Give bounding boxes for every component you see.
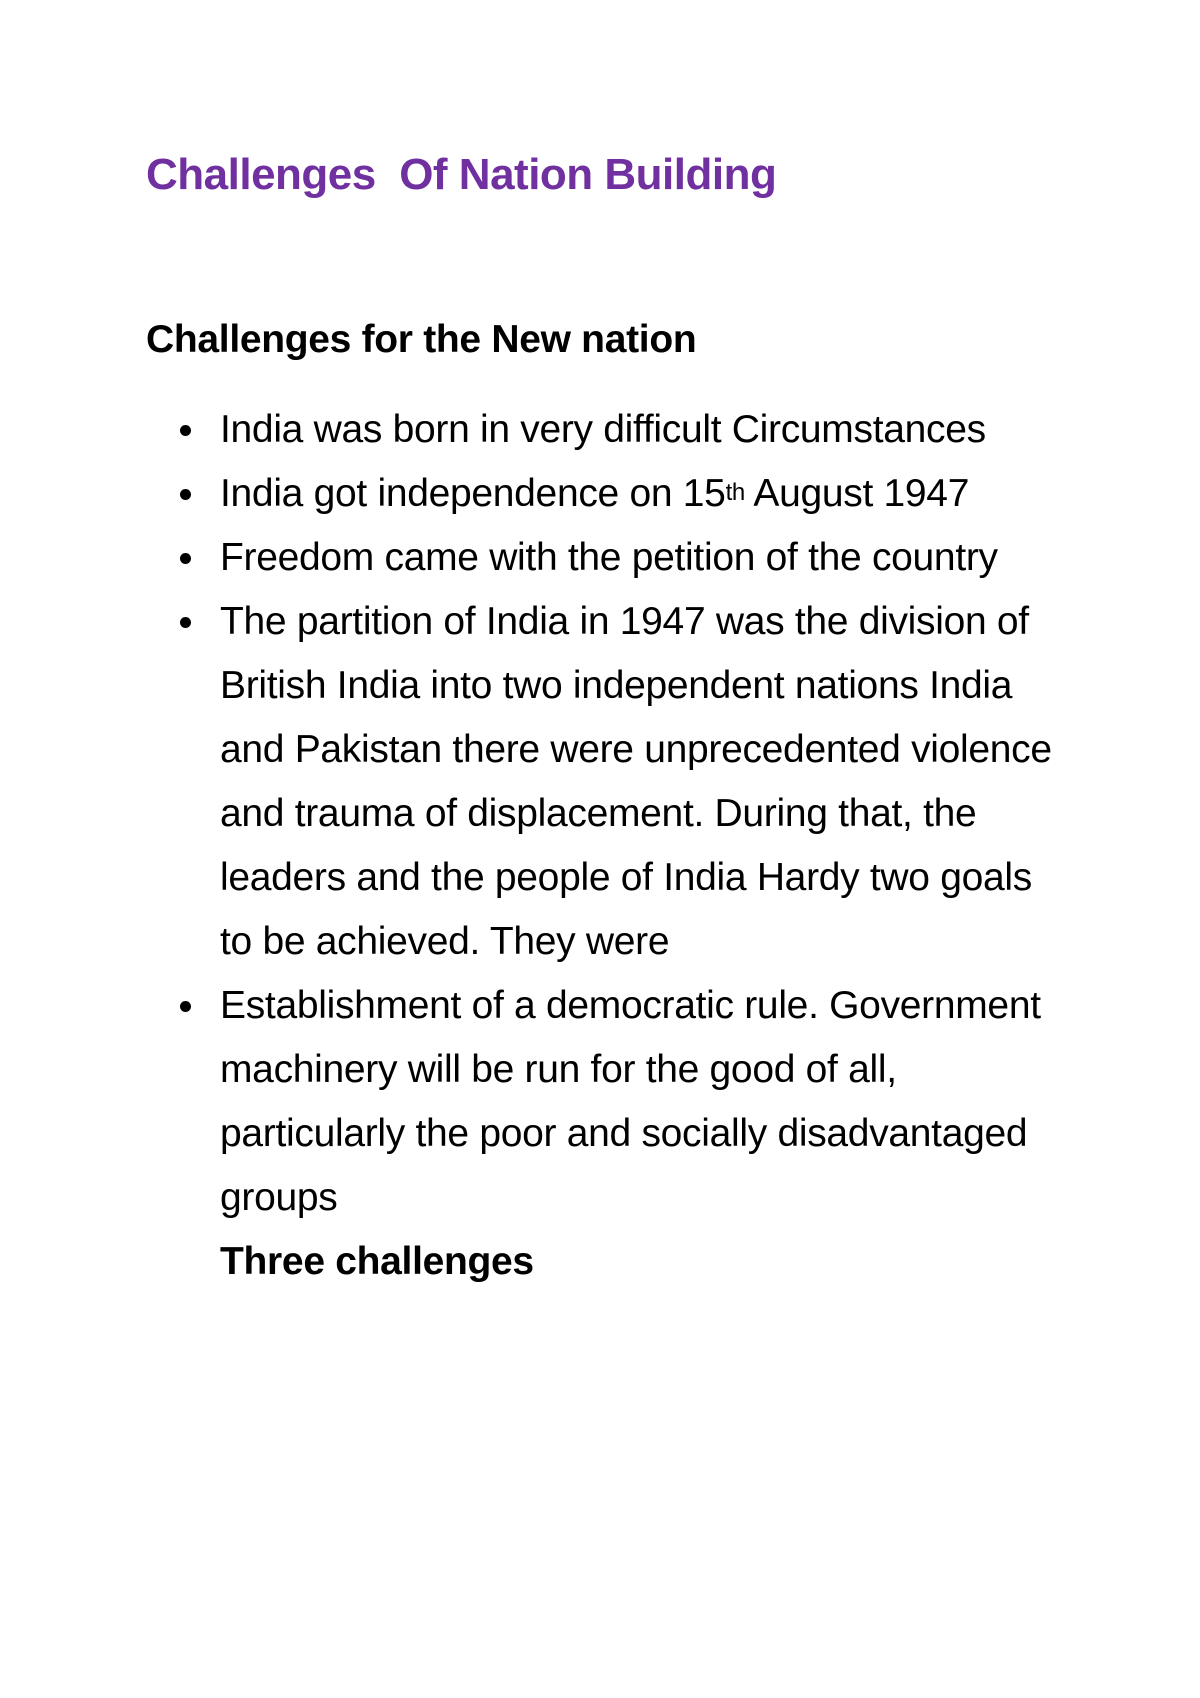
ordinal-superscript: th [725, 479, 745, 506]
list-item [0, 398, 1200, 462]
bullet-icon [180, 590, 210, 654]
section-heading: Challenges for the New nation [146, 318, 697, 361]
list-item [0, 974, 1200, 1294]
bullet-icon [180, 462, 210, 526]
list-item-text: The partition of India in 1947 was the division of British India into two independent nations India and Pakistan there were unprecedented violence and trauma of displacement. During that, the leaders and the people of India Hardy two goals to be achieved. They were [220, 600, 1052, 963]
list-item [0, 462, 1200, 526]
bullet-list [0, 398, 1200, 1294]
subheading-three-challenges: Three challenges [220, 1240, 534, 1283]
bullet-icon [180, 398, 210, 462]
list-item [0, 526, 1200, 590]
list-item-text: Freedom came with the petition of the country [220, 536, 998, 579]
document-title: Challenges Of Nation Building [146, 150, 777, 199]
list-item-text: India was born in very difficult Circumstances [220, 408, 986, 451]
bullet-icon [180, 526, 210, 590]
list-item [0, 590, 1200, 974]
list-item-text: Establishment of a democratic rule. Government machinery will be run for the good of all, particularly the poor and socially disadvantaged groups [220, 984, 1041, 1219]
list-item-text-before: India got independence on 15 [220, 472, 726, 515]
list-item-text [220, 472, 969, 515]
bullet-icon [180, 974, 210, 1038]
list-item-text-after: August 1947 [744, 472, 970, 515]
